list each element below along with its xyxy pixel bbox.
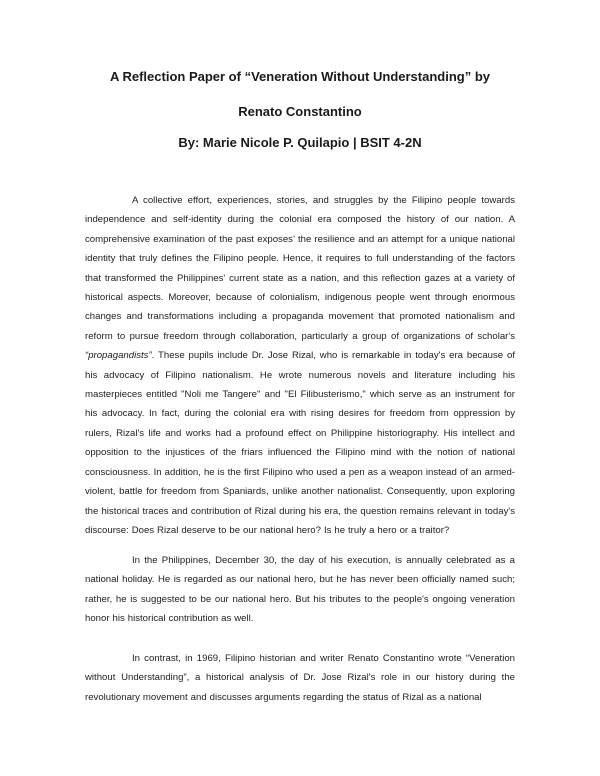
paragraph-1-text-a: A collective effort, experiences, stories, and struggles by the Filipino people towards independence and self-identity during the colonial era composed the history of our nation. A comprehensive examination of the past exposes’ the resilience and an attempt for a unique national identity that truly defines the Filipino people. Hence, it requires to full understanding of the factors that transformed the Philippines' current state as a nation, and this reflection gazes at a variety of historical aspects. Moreover, because of colonialism, indigenous people went through enormous changes and transformations including a propaganda movement that promoted nationalism and reform to pursue freedom through collaboration, particularly a group of organizations of scholar's	[85, 195, 515, 342]
document-byline: By: Marie Nicole P. Quilapio | BSIT 4-2N	[178, 135, 422, 150]
paragraph-1-text-b: . These pupils include Dr. Jose Rizal, who is remarkable in today's era because of his advocacy of Filipino nationalism. He wrote numerous novels and literature including his masterpieces entitled "Noli me Tangere" and "El Filibusterismo," which serve as an instrument for his advocacy. In fact, during the colonial era with rising desires for freedom from oppression by rulers, Rizal's life and works had a profound effect on Philippine historiography. His intellect and opposition to the injustices of the friars influenced the Filipino mind with the notion of national consciousness. In addition, he is the first Filipino who used a pen as a weapon instead of an armed-violent, battle for freedom from Spaniards, unlike another nationalist. Consequently, upon exploring the historical traces and contribution of Rizal during his era, the question remains relevant in today's discourse: Does Rizal deserve to be our national hero? Is he truly a hero or a traitor?	[85, 350, 515, 536]
paragraph-1	[85, 191, 515, 540]
paragraph-3: In contrast, in 1969, Filipino historian and writer Renato Constantino wrote “Veneration without Understanding”, a historical analysis of Dr. Jose Rizal's role in our history during the revolutionary movement and discusses arguments regarding the status of Rizal as a national	[85, 653, 515, 703]
document-title-line-1: A Reflection Paper of “Veneration Without Understanding” by	[109, 69, 491, 84]
paragraph-2: In the Philippines, December 30, the day of his execution, is annually celebrated as a national holiday. He is regarded as our national hero, but he has never been officially named such; rather, he is suggested to be our national hero. But his tributes to the people's ongoing veneration honor his historical contribution as well.	[85, 555, 515, 625]
document-title-line-2: Renato Constantino	[238, 104, 362, 119]
paragraph-1-italic-term: “propagandists”	[85, 350, 152, 362]
